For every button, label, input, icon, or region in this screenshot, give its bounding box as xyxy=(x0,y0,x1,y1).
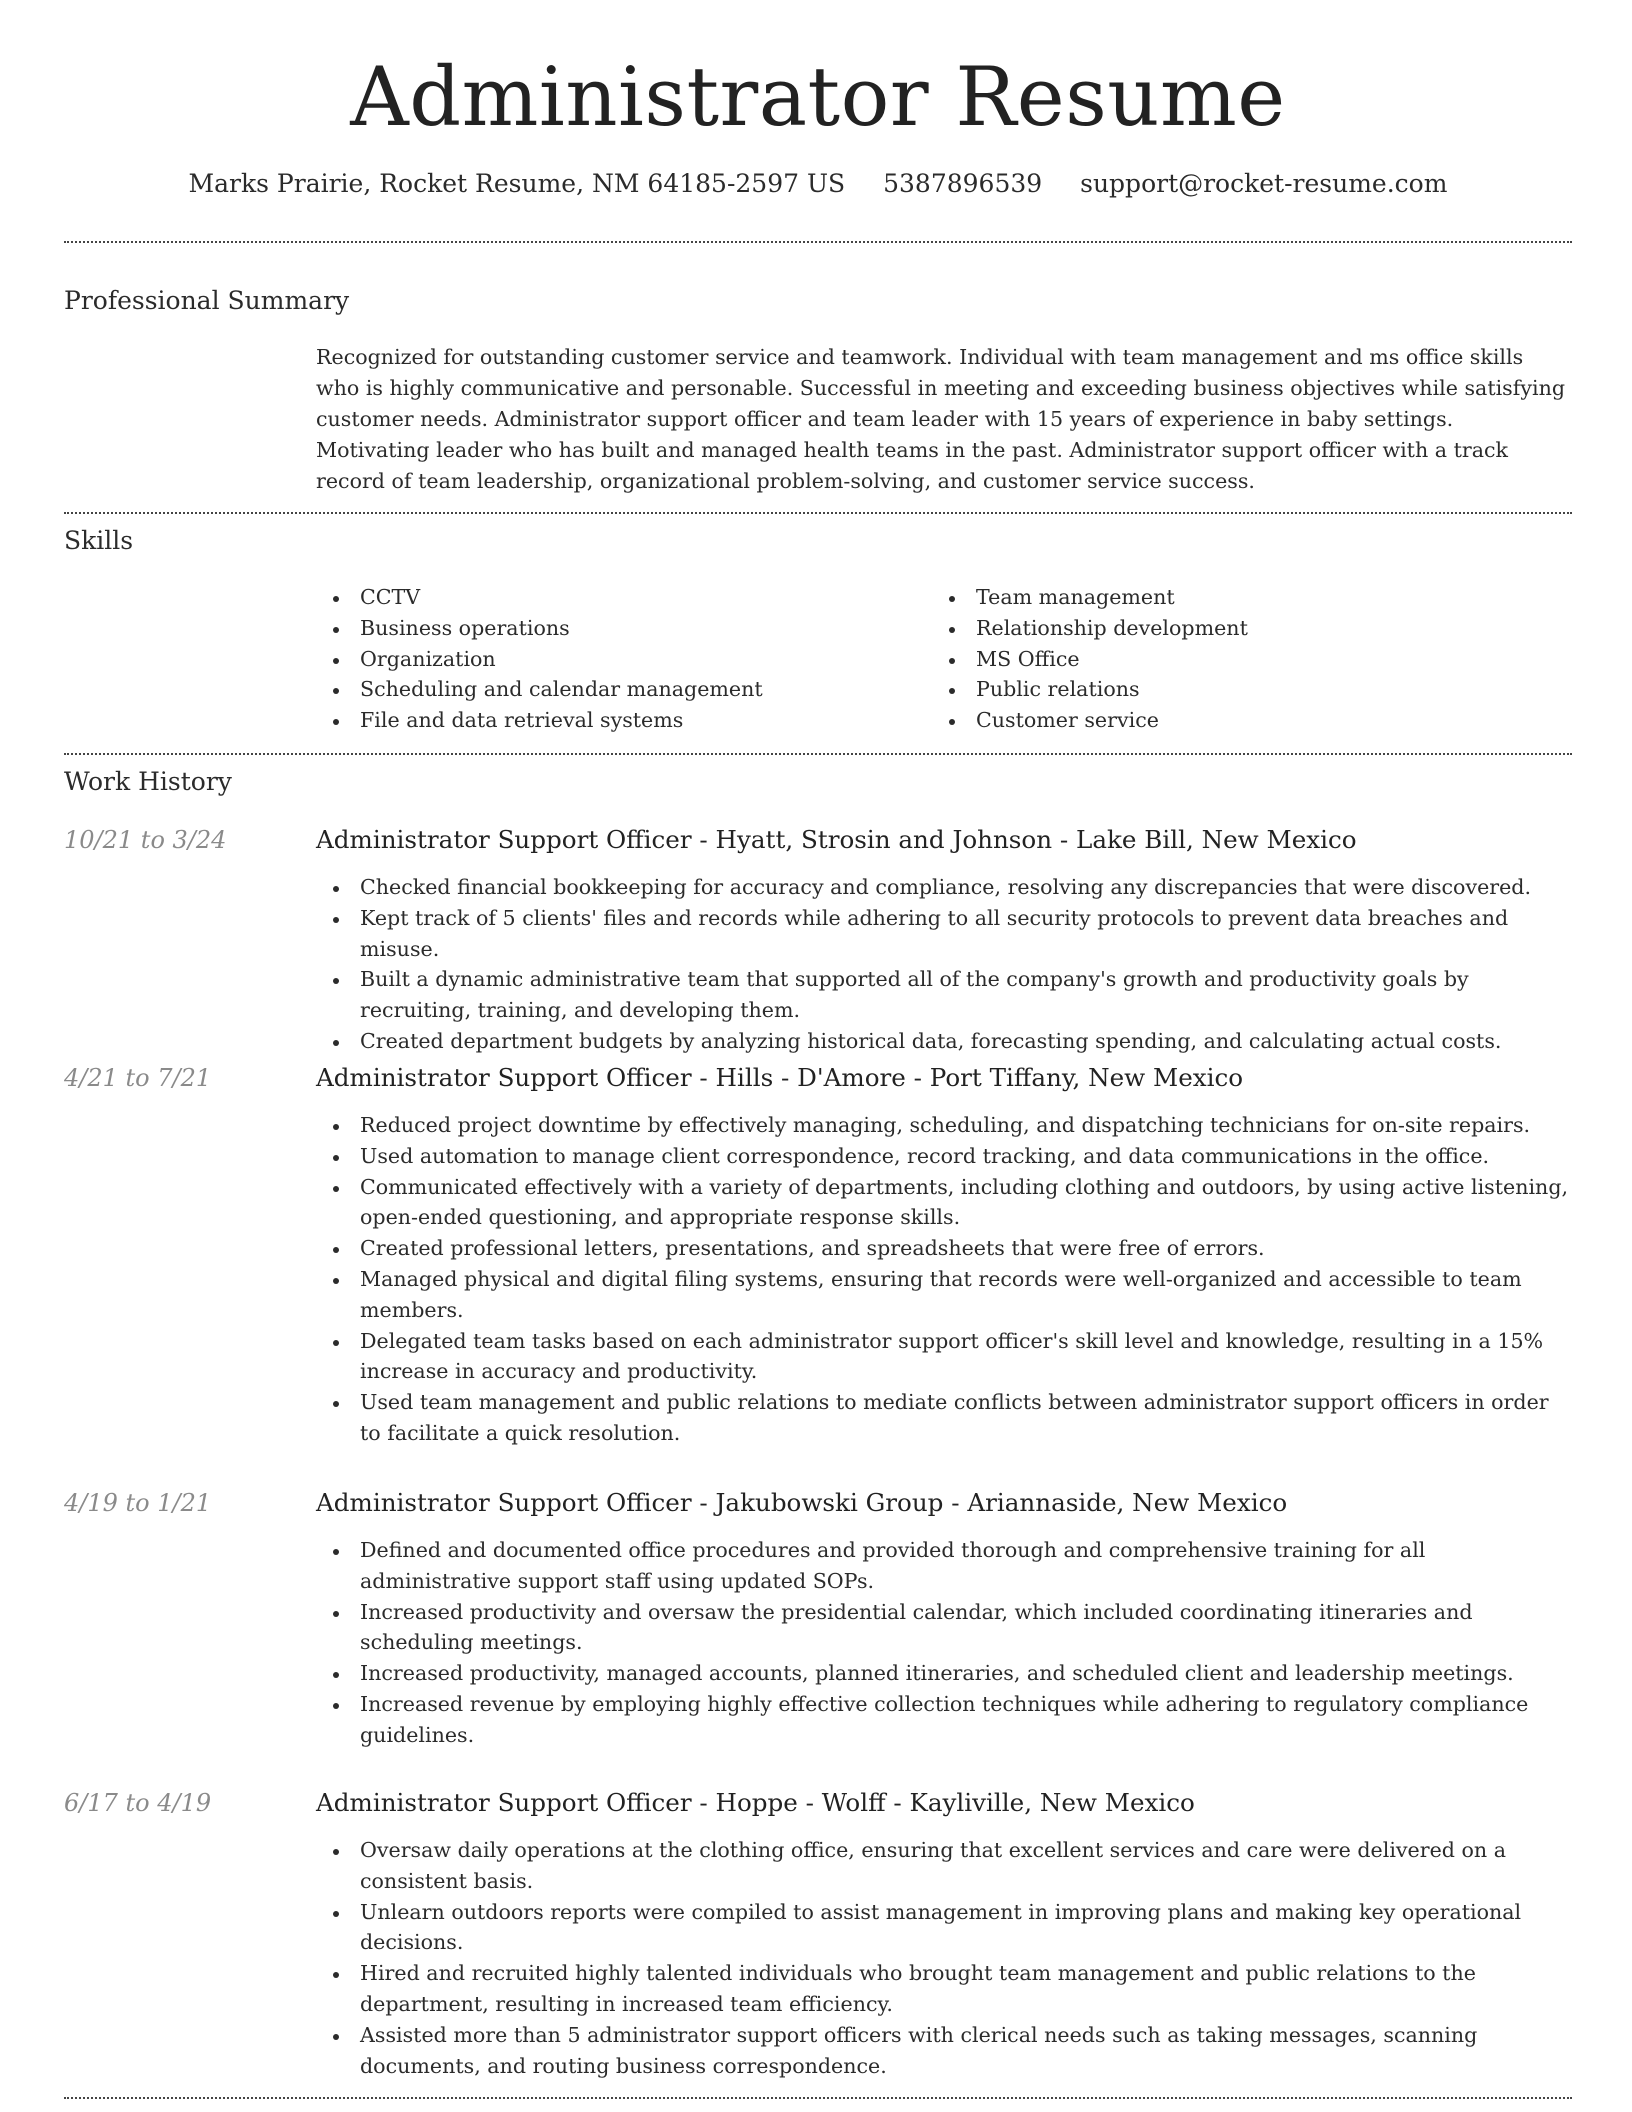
skills-column-left xyxy=(316,582,932,736)
skill-item: Public relations xyxy=(932,674,1548,705)
list-item: Assisted more than 5 administrator support officers with clerical needs such as taking messages, scanning documents, and routing business correspondence. xyxy=(316,2020,1572,2082)
job-dates: 6/17 to 4/19 xyxy=(64,1789,212,1817)
skills-heading: Skills xyxy=(64,526,134,555)
list-item: Defined and documented office procedures and provided thorough and comprehensive training for all administrative support staff using updated SOPs. xyxy=(316,1535,1572,1597)
contact-address: Marks Prairie, Rocket Resume, NM 64185-2597 US xyxy=(188,169,846,198)
job-bullets xyxy=(316,1535,1572,1751)
skill-item: File and data retrieval systems xyxy=(316,705,932,736)
list-item: Managed physical and digital filing systems, ensuring that records were well-organized and accessible to team members. xyxy=(316,1264,1572,1326)
list-item: Communicated effectively with a variety of departments, including clothing and outdoors, by using active listening, open-ended questioning, and appropriate response skills. xyxy=(316,1172,1572,1234)
job-title: Administrator Support Officer - Hyatt, Strosin and Johnson - Lake Bill, New Mexico xyxy=(316,825,1357,854)
list-item: Unlearn outdoors reports were compiled to assist management in improving plans and making key operational decisions. xyxy=(316,1897,1572,1959)
skill-item: Scheduling and calendar management xyxy=(316,674,932,705)
list-item: Used automation to manage client correspondence, record tracking, and data communications in the office. xyxy=(316,1141,1572,1172)
job-dates: 10/21 to 3/24 xyxy=(64,826,227,854)
summary-text: Recognized for outstanding customer service and teamwork. Individual with team management and ms office skills who is highly communicative and personable. Successful in meeting and exceeding business objectives while satisfying customer needs. Administrator support officer and team leader with 15 years of experience in baby settings. Motivating leader who has built and managed health teams in the past. Administrator support officer with a track record of team leadership, organizational problem-solving, and customer service success. xyxy=(316,345,1566,493)
list-item: Created department budgets by analyzing historical data, forecasting spending, and calculating actual costs. xyxy=(316,1026,1572,1057)
skill-item: MS Office xyxy=(932,644,1548,675)
job-dates: 4/19 to 1/21 xyxy=(64,1489,212,1517)
skill-item: Customer service xyxy=(932,705,1548,736)
list-item: Reduced project downtime by effectively managing, scheduling, and dispatching technicians for on-site repairs. xyxy=(316,1110,1572,1141)
contact-phone: 5387896539 xyxy=(883,169,1043,198)
list-item: Increased productivity, managed accounts, planned itineraries, and scheduled client and leadership meetings. xyxy=(316,1658,1572,1689)
contact-email: support@rocket-resume.com xyxy=(1080,169,1448,198)
divider xyxy=(64,2097,1572,2099)
list-item: Increased productivity and oversaw the presidential calendar, which included coordinating itineraries and scheduling meetings. xyxy=(316,1597,1572,1659)
skill-item: Relationship development xyxy=(932,613,1548,644)
list-item: Hired and recruited highly talented individuals who brought team management and public relations to the department, resulting in increased team efficiency. xyxy=(316,1958,1572,2020)
skills-column-right xyxy=(932,582,1548,736)
list-item: Delegated team tasks based on each administrator support officer's skill level and knowledge, resulting in a 15% increase in accuracy and productivity. xyxy=(316,1326,1572,1388)
list-item: Built a dynamic administrative team that supported all of the company's growth and productivity goals by recruiting, training, and developing them. xyxy=(316,964,1572,1026)
list-item: Oversaw daily operations at the clothing office, ensuring that excellent services and care were delivered on a consistent basis. xyxy=(316,1835,1572,1897)
summary-heading: Professional Summary xyxy=(64,286,350,315)
job-bullets xyxy=(316,1835,1572,2081)
page-title: Administrator Resume xyxy=(350,51,1286,145)
divider xyxy=(64,753,1572,755)
job-dates: 4/21 to 7/21 xyxy=(64,1064,212,1092)
list-item: Increased revenue by employing highly effective collection techniques while adhering to regulatory compliance guidelines. xyxy=(316,1689,1572,1751)
contact-line xyxy=(64,168,1572,200)
list-item: Created professional letters, presentations, and spreadsheets that were free of errors. xyxy=(316,1233,1572,1264)
divider xyxy=(64,241,1572,243)
list-item: Checked financial bookkeeping for accuracy and compliance, resolving any discrepancies that were discovered. xyxy=(316,872,1572,903)
job-bullets xyxy=(316,1110,1572,1449)
list-item: Kept track of 5 clients' files and records while adhering to all security protocols to prevent data breaches and misuse. xyxy=(316,903,1572,965)
skill-item: Team management xyxy=(932,582,1548,613)
resume-page xyxy=(64,0,1572,2112)
job-title: Administrator Support Officer - Hills - D'Amore - Port Tiffany, New Mexico xyxy=(316,1063,1244,1092)
skill-item: Organization xyxy=(316,644,932,675)
job-title: Administrator Support Officer - Hoppe - Wolff - Kayliville, New Mexico xyxy=(316,1788,1195,1817)
work-history-heading: Work History xyxy=(64,767,232,796)
skills-list xyxy=(316,582,1572,736)
resume-header xyxy=(64,48,1572,200)
skill-item: CCTV xyxy=(316,582,932,613)
skill-item: Business operations xyxy=(316,613,932,644)
job-title: Administrator Support Officer - Jakubowski Group - Ariannaside, New Mexico xyxy=(316,1488,1288,1517)
divider xyxy=(64,512,1572,514)
job-bullets xyxy=(316,872,1572,1057)
list-item: Used team management and public relations to mediate conflicts between administrator support officers in order to facilitate a quick resolution. xyxy=(316,1387,1572,1449)
